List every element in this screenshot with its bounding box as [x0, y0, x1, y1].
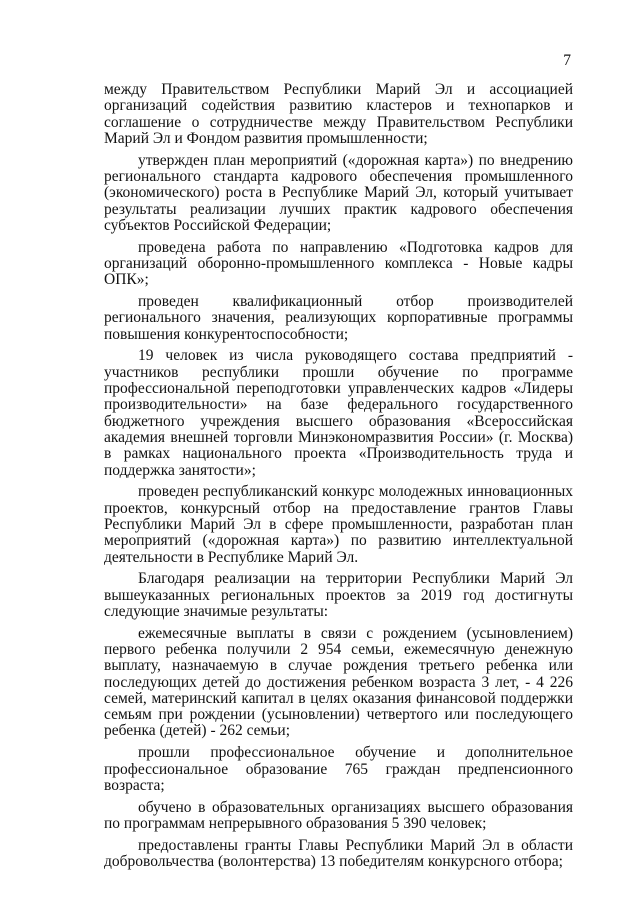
page-number: 7: [563, 52, 571, 69]
paragraph: проведена работа по направлению «Подготовка кадров для организаций оборонно-промышленного комплекса - Новые кадры ОПК»;: [104, 238, 573, 289]
paragraph: между Правительством Республики Марий Эл и ассоциацией организаций содействия развитию кластеров и технопарков и соглашение о сотрудничестве между Правительством Республики Марий Эл и Фондом развития промышленности;: [104, 81, 573, 147]
paragraph: проведен республиканский конкурс молодежных инновационных проектов, конкурсный отбор на предоставление грантов Главы Республики Марий Эл в сфере промышленности, разработан план мероприятий («дорожная карта») по развитию интеллектуальной деятельности в Республике Марий Эл.: [104, 483, 573, 566]
paragraph: Благодаря реализации на территории Республики Марий Эл вышеуказанных региональных проектов за 2019 год достигнуты следующие значимые результаты:: [104, 570, 573, 620]
paragraph: прошли профессиональное обучение и дополнительное профессиональное образование 765 граждан предпенсионного возраста;: [104, 744, 573, 794]
paragraph: обучено в образовательных организациях высшего образования по программам непрерывного образования 5 390 человек;: [104, 798, 573, 832]
paragraph: 19 человек из числа руководящего состава предприятий - участников республики прошли обучение по программе профессиональной переподготовки управленческих кадров «Лидеры производительности» на базе федерального государственного бюджетного учреждения высшего образования «Всероссийская академия внешней торговли Минэкономразвития России» (г. Москва) в рамках национального проекта «Производительность труда и поддержка занятости»;: [104, 347, 573, 479]
paragraph: ежемесячные выплаты в связи с рождением (усыновлением) первого ребенка получили 2 954 семьи, ежемесячную денежную выплату, назначаемую в случае рождения третьего ребенка или последующих детей до достижения ребенком возраста 3 лет, - 4 226 семей, материнский капитал в целях оказания финансовой поддержки семьям при рождении (усыновлении) четвертого или последующего ребенка (детей) - 262 семьи;: [104, 624, 573, 740]
paragraph: предоставлены гранты Главы Республики Марий Эл в области добровольчества (волонтерства) 13 победителям конкурсного отбора;: [104, 836, 573, 871]
body-text: [104, 82, 573, 876]
paragraph: утвержден план мероприятий («дорожная карта») по внедрению регионального стандарта кадрового обеспечения промышленного (экономического) роста в Республике Марий Эл, который учитывает результаты реализации лучших практик кадрового обеспечения субъектов Российской Федерации;: [104, 151, 573, 234]
paragraph: проведен квалификационный отбор производителей регионального значения, реализующих корпоративные программы повышения конкурентоспособности;: [104, 293, 573, 343]
